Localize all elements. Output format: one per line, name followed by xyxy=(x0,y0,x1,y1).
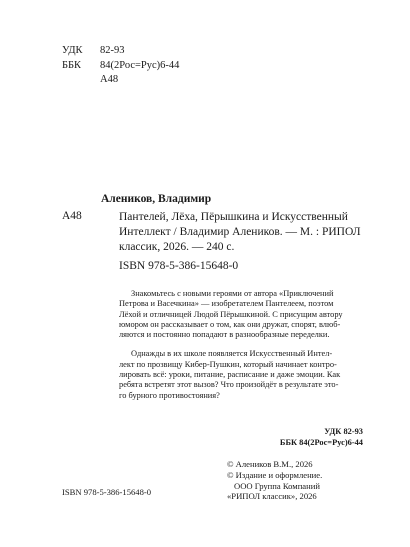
record-author: Алеников, Владимир xyxy=(101,193,212,205)
annotation-line: Знакомьтесь с новыми героями от автора «Приключений xyxy=(131,289,334,298)
annotation-line: го бурного противостояния? xyxy=(119,390,220,400)
author-code-row xyxy=(62,73,179,88)
annotation-line: юмором он рассказывает о том, как они дружат, спорят, влюб- xyxy=(119,319,341,329)
bibliographic-description xyxy=(119,210,364,254)
annotation-line: Петрова и Васечкина» — изобретателем Пантелеем, поэтом xyxy=(119,299,334,309)
annotation-line: лировать всё: уроки, питание, расписание и даже эмоции. Как xyxy=(119,370,341,380)
copyright-line: © Алеников В.М., 2026 xyxy=(227,459,313,469)
title-line: Пантелей, Лёха, Пёрышкина и Искусственный xyxy=(119,211,348,223)
annotation-line: ребята встретят этот вызов? Что произойдёт в результате это- xyxy=(119,380,339,390)
udk-label: УДК xyxy=(62,45,83,56)
bottom-classification xyxy=(280,426,363,448)
annotation-line: лект по прозвищу Кибер-Пушкин, который начинает контро- xyxy=(119,359,337,369)
bbk-row xyxy=(62,59,179,74)
record-isbn: ISBN 978-5-386-15648-0 xyxy=(119,260,239,272)
annotation-line: Однажды в их школе появляется Искусственный Интел- xyxy=(131,349,333,359)
bottom-bbk: ББК 84(2Рос=Рус)6-44 xyxy=(279,438,363,447)
footer-isbn: ISBN 978-5-386-15648-0 xyxy=(62,487,152,497)
copyright-line: © Издание и оформление. xyxy=(227,469,323,480)
author-code-top: А48 xyxy=(100,74,119,85)
annotation xyxy=(119,289,365,401)
udk-row xyxy=(62,44,179,59)
copyright-block xyxy=(227,459,322,502)
title-line: классик, 2026. — 240 с. xyxy=(119,240,235,253)
annotation-line: Лёхой и отличницей Людой Пёрышкиной. С присущим автору xyxy=(119,309,343,319)
title-line: Интеллект / Владимир Алеников. — М. : РИПОЛ xyxy=(119,225,361,238)
copyright-line: ООО Группа Компаний xyxy=(234,480,320,491)
record-author-code: А48 xyxy=(62,210,82,222)
bbk-label: ББК xyxy=(62,59,82,71)
copyright-line: «РИПОЛ классик», 2026 xyxy=(227,491,317,502)
bbk-value: 84(2Рос=Рус)6-44 xyxy=(100,59,180,71)
udk-value: 82-93 xyxy=(100,45,125,56)
annotation-line: ляются и постоянно попадают в разнообразные переделки. xyxy=(119,330,330,340)
classification-codes xyxy=(62,44,179,88)
bottom-udk: УДК 82-93 xyxy=(324,427,363,436)
